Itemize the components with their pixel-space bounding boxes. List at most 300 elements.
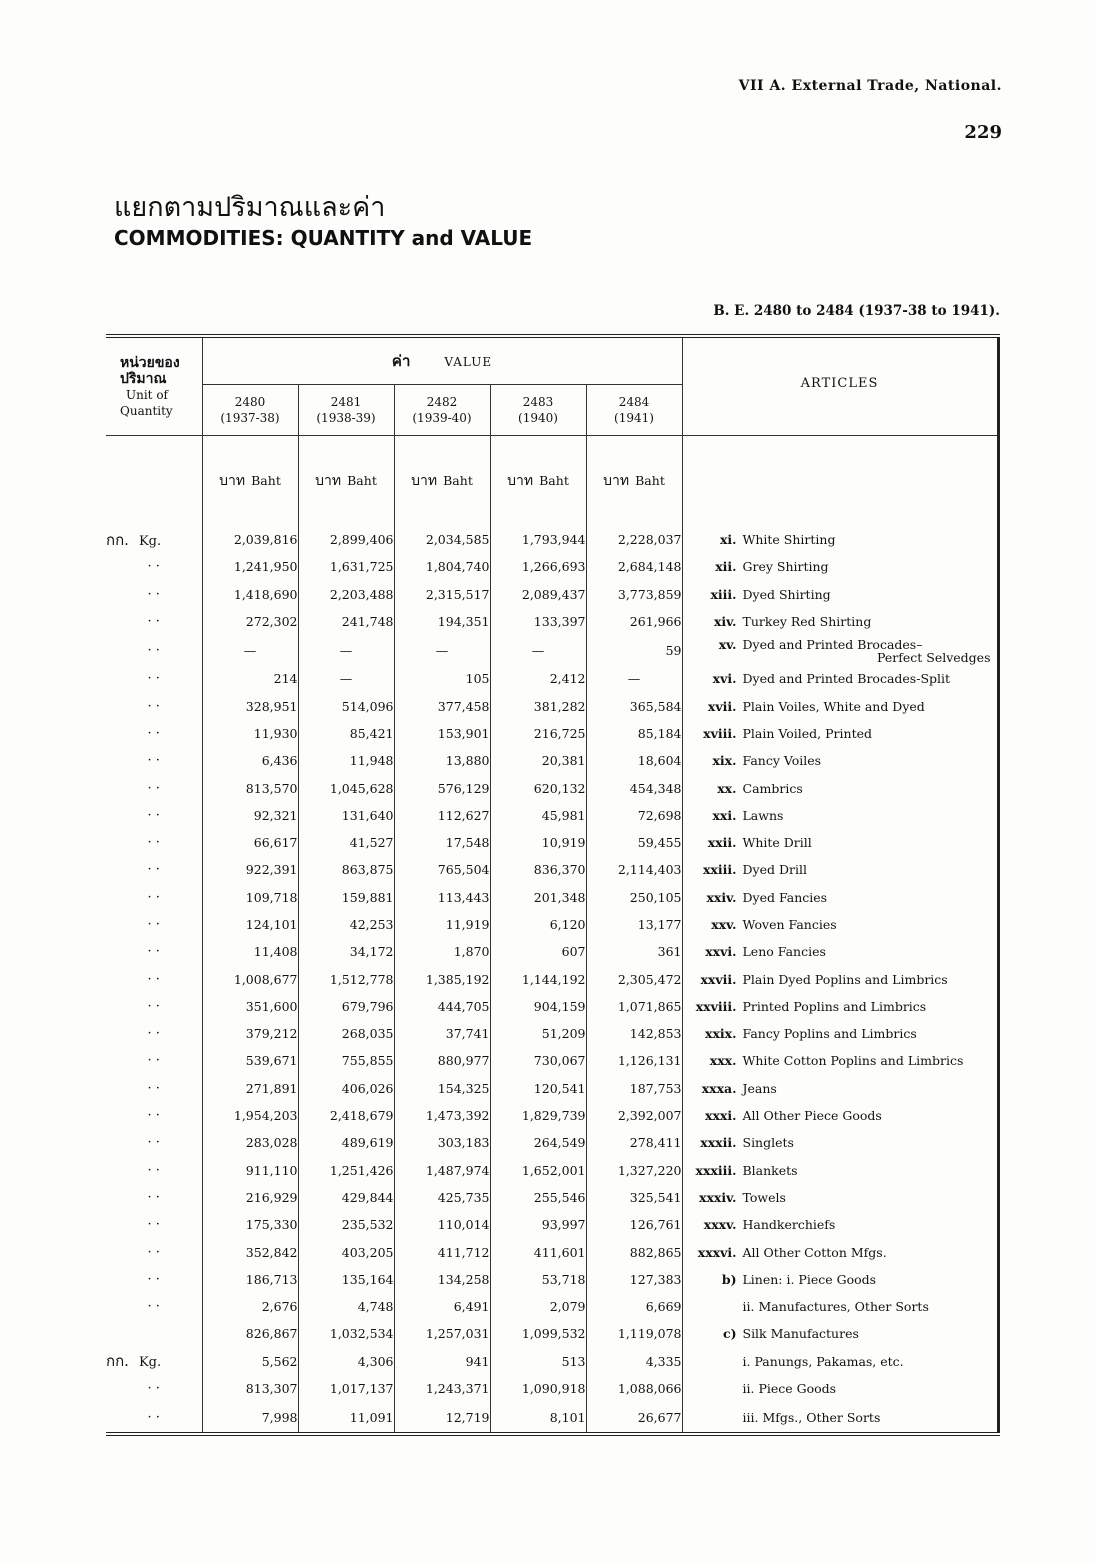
- article-cell: [682, 1075, 998, 1102]
- value-cell-2484: 2,114,403: [586, 856, 682, 883]
- article-cell: [682, 1320, 998, 1347]
- value-cell-2481: 41,527: [298, 829, 394, 856]
- article-number: xxxi.: [705, 1108, 737, 1124]
- article-name: ii. Piece Goods: [742, 1381, 837, 1397]
- article-name: Lawns: [742, 807, 784, 823]
- article-number: xxx.: [709, 1053, 737, 1069]
- value-cell-2483: 133,397: [490, 608, 586, 635]
- unit-cell: [106, 911, 202, 938]
- value-cell-2480: 351,600: [202, 993, 298, 1020]
- table-row: [106, 774, 998, 801]
- unit-en: · ·: [147, 944, 160, 960]
- article-name: ii. Manufactures, Other Sorts: [742, 1299, 929, 1315]
- unit-cell: [106, 1020, 202, 1047]
- value-cell-2482: 112,627: [394, 802, 490, 829]
- table-row: [106, 1348, 998, 1375]
- value-header-thai: ค่า: [391, 351, 411, 370]
- unit-en: · ·: [147, 807, 160, 823]
- unit-cell: [106, 938, 202, 965]
- unit-cell: [106, 1375, 202, 1402]
- value-cell-2481: 131,640: [298, 802, 394, 829]
- value-cell-2483: 513: [490, 1348, 586, 1375]
- year-ce: (1937-38): [220, 411, 280, 425]
- article-cell: [682, 993, 998, 1020]
- table-row: [106, 1402, 998, 1434]
- article-cell: [682, 635, 998, 665]
- unit-cell: [106, 608, 202, 635]
- value-cell-2482: 194,351: [394, 608, 490, 635]
- unit-en: · ·: [147, 1026, 160, 1042]
- value-cell-2481: 679,796: [298, 993, 394, 1020]
- value-cell-2484: 4,335: [586, 1348, 682, 1375]
- article-name: Blankets: [742, 1162, 798, 1178]
- value-cell-2481: 2,899,406: [298, 526, 394, 553]
- article-number: xxxv.: [703, 1217, 737, 1233]
- value-cell-2483: 8,101: [490, 1402, 586, 1434]
- article-name: Printed Poplins and Limbrics: [742, 998, 927, 1014]
- article-cell: [682, 665, 998, 692]
- year-header-2481: [298, 385, 394, 436]
- article-number: xxxii.: [700, 1135, 737, 1151]
- currency-label: [490, 436, 586, 527]
- unit-en: · ·: [147, 698, 160, 714]
- article-name: Plain Dyed Poplins and Limbrics: [742, 971, 948, 987]
- value-cell-2483: 2,079: [490, 1293, 586, 1320]
- value-cell-2481: 34,172: [298, 938, 394, 965]
- value-cell-2480: 92,321: [202, 802, 298, 829]
- unit-en: · ·: [147, 753, 160, 769]
- article-name: Fancy Poplins and Limbrics: [742, 1026, 917, 1042]
- unit-header-en-1: Unit of: [126, 387, 168, 402]
- currency-label: [298, 436, 394, 527]
- table-row: [106, 1211, 998, 1238]
- baht-row-unit-blank: [106, 436, 202, 527]
- article-name: Plain Voiles, White and Dyed: [742, 698, 925, 714]
- unit-en: · ·: [147, 1381, 160, 1397]
- article-cell: [682, 774, 998, 801]
- value-cell-2481: 1,512,778: [298, 965, 394, 992]
- article-number: xxvii.: [700, 971, 737, 987]
- article-number: xv.: [718, 636, 737, 652]
- article-number: xxxiv.: [699, 1189, 737, 1205]
- value-cell-2484: 1,327,220: [586, 1157, 682, 1184]
- value-cell-2482: 765,504: [394, 856, 490, 883]
- unit-en: · ·: [147, 1217, 160, 1233]
- unit-en: Kg.: [138, 533, 162, 549]
- value-cell-2481: —: [298, 665, 394, 692]
- value-cell-2483: 2,089,437: [490, 581, 586, 608]
- value-cell-2480: 2,676: [202, 1293, 298, 1320]
- table-row: [106, 692, 998, 719]
- table-row: [106, 665, 998, 692]
- currency-thai: บาท: [315, 473, 342, 489]
- article-number: xiii.: [710, 586, 737, 602]
- value-cell-2482: 154,325: [394, 1075, 490, 1102]
- value-cell-2484: 1,119,078: [586, 1320, 682, 1347]
- baht-row-articles-blank: [682, 436, 998, 527]
- unit-cell: [106, 1293, 202, 1320]
- unit-cell: [106, 692, 202, 719]
- currency-thai: บาท: [603, 473, 630, 489]
- value-cell-2484: 454,348: [586, 774, 682, 801]
- value-cell-2483: 10,919: [490, 829, 586, 856]
- table-row: [106, 1266, 998, 1293]
- value-cell-2481: 406,026: [298, 1075, 394, 1102]
- value-cell-2480: 271,891: [202, 1075, 298, 1102]
- value-cell-2480: 539,671: [202, 1047, 298, 1074]
- article-cell: [682, 856, 998, 883]
- value-header-en: VALUE: [444, 354, 493, 369]
- table-row: [106, 747, 998, 774]
- article-cell: [682, 1211, 998, 1238]
- value-cell-2480: 5,562: [202, 1348, 298, 1375]
- value-cell-2482: 37,741: [394, 1020, 490, 1047]
- unit-cell: [106, 1238, 202, 1265]
- value-cell-2484: 3,773,859: [586, 581, 682, 608]
- value-cell-2482: 425,735: [394, 1184, 490, 1211]
- article-name: Jeans: [742, 1080, 777, 1096]
- value-cell-2484: 127,383: [586, 1266, 682, 1293]
- value-cell-2481: 1,251,426: [298, 1157, 394, 1184]
- value-cell-2480: 2,039,816: [202, 526, 298, 553]
- article-name: Plain Voiled, Printed: [742, 725, 872, 741]
- article-cell: [682, 1402, 998, 1434]
- article-number: xiv.: [713, 614, 737, 630]
- unit-en: · ·: [147, 1299, 160, 1315]
- value-cell-2482: 1,257,031: [394, 1320, 490, 1347]
- unit-en: · ·: [147, 1189, 160, 1205]
- article-name: All Other Cotton Mfgs.: [742, 1244, 887, 1260]
- value-cell-2483: 120,541: [490, 1075, 586, 1102]
- unit-en: · ·: [147, 586, 160, 602]
- unit-cell: [106, 829, 202, 856]
- unit-en: · ·: [147, 559, 160, 575]
- value-cell-2482: 377,458: [394, 692, 490, 719]
- value-cell-2482: 110,014: [394, 1211, 490, 1238]
- table-row: [106, 993, 998, 1020]
- article-number: xxii.: [707, 835, 737, 851]
- article-number: b): [721, 1271, 737, 1287]
- value-cell-2481: —: [298, 635, 394, 665]
- value-cell-2480: 66,617: [202, 829, 298, 856]
- value-cell-2484: 85,184: [586, 720, 682, 747]
- value-cell-2483: 201,348: [490, 884, 586, 911]
- value-cell-2481: 11,948: [298, 747, 394, 774]
- year-header-2480: [202, 385, 298, 436]
- article-cell: [682, 526, 998, 553]
- value-cell-2484: —: [586, 665, 682, 692]
- article-name: Dyed Shirting: [742, 586, 831, 602]
- value-cell-2480: 922,391: [202, 856, 298, 883]
- value-cell-2484: 6,669: [586, 1293, 682, 1320]
- value-cell-2483: 1,793,944: [490, 526, 586, 553]
- article-name: i. Panungs, Pakamas, etc.: [742, 1353, 904, 1369]
- value-cell-2484: 26,677: [586, 1402, 682, 1434]
- value-cell-2482: 105: [394, 665, 490, 692]
- value-cell-2481: 135,164: [298, 1266, 394, 1293]
- article-name: Linen: i. Piece Goods: [742, 1271, 877, 1287]
- table-row: [106, 1184, 998, 1211]
- value-cell-2484: 1,088,066: [586, 1375, 682, 1402]
- value-cell-2483: 620,132: [490, 774, 586, 801]
- article-cell: [682, 581, 998, 608]
- table-row: [106, 1238, 998, 1265]
- unit-header-en-2: Quantity: [120, 403, 173, 418]
- table-row: [106, 608, 998, 635]
- value-cell-2482: 576,129: [394, 774, 490, 801]
- unit-header-thai-2: ปริมาณ: [120, 370, 167, 387]
- value-cell-2480: 813,307: [202, 1375, 298, 1402]
- year-ce: (1941): [614, 411, 654, 425]
- value-cell-2484: 2,305,472: [586, 965, 682, 992]
- unit-cell: [106, 1211, 202, 1238]
- value-cell-2482: 1,804,740: [394, 553, 490, 580]
- article-name: Towels: [742, 1189, 786, 1205]
- value-cell-2483: 381,282: [490, 692, 586, 719]
- value-cell-2482: 880,977: [394, 1047, 490, 1074]
- currency-label: [394, 436, 490, 527]
- unit-cell: [106, 1402, 202, 1434]
- currency-en: Baht: [635, 473, 665, 488]
- value-cell-2483: 1,652,001: [490, 1157, 586, 1184]
- table-row: [106, 938, 998, 965]
- value-cell-2481: 1,032,534: [298, 1320, 394, 1347]
- table-row: [106, 1047, 998, 1074]
- value-cell-2480: 1,418,690: [202, 581, 298, 608]
- commodities-table: [106, 334, 1000, 1436]
- value-cell-2484: 361: [586, 938, 682, 965]
- article-cell: [682, 1157, 998, 1184]
- currency-en: Baht: [443, 473, 473, 488]
- value-cell-2483: 20,381: [490, 747, 586, 774]
- value-cell-2480: 175,330: [202, 1211, 298, 1238]
- article-number: xxix.: [705, 1026, 737, 1042]
- value-cell-2482: 1,243,371: [394, 1375, 490, 1402]
- article-name: Fancy Voiles: [742, 753, 822, 769]
- unit-cell: [106, 1075, 202, 1102]
- unit-en: · ·: [147, 1135, 160, 1151]
- article-number: xx.: [717, 780, 737, 796]
- currency-thai: บาท: [507, 473, 534, 489]
- value-cell-2483: 93,997: [490, 1211, 586, 1238]
- table-row: [106, 1020, 998, 1047]
- unit-en: · ·: [147, 642, 160, 658]
- value-cell-2482: 1,473,392: [394, 1102, 490, 1129]
- unit-en: · ·: [147, 725, 160, 741]
- article-name: Dyed and Printed Brocades–: [742, 636, 923, 652]
- article-number: xviii.: [703, 725, 737, 741]
- value-cell-2483: 730,067: [490, 1047, 586, 1074]
- year-header-2483: [490, 385, 586, 436]
- table-row: [106, 1157, 998, 1184]
- value-cell-2482: 411,712: [394, 1238, 490, 1265]
- value-cell-2481: 159,881: [298, 884, 394, 911]
- value-cell-2483: —: [490, 635, 586, 665]
- article-name: All Other Piece Goods: [742, 1108, 882, 1124]
- value-cell-2483: 45,981: [490, 802, 586, 829]
- unit-en: · ·: [147, 862, 160, 878]
- article-number: xxviii.: [695, 998, 737, 1014]
- value-cell-2482: 1,487,974: [394, 1157, 490, 1184]
- unit-cell: [106, 856, 202, 883]
- unit-thai: กก.: [106, 1352, 129, 1371]
- value-cell-2480: 1,241,950: [202, 553, 298, 580]
- currency-thai: บาท: [219, 473, 246, 489]
- article-number: xxiii.: [702, 862, 737, 878]
- unit-en: · ·: [147, 998, 160, 1014]
- table-row: [106, 553, 998, 580]
- table-row: [106, 720, 998, 747]
- unit-en: · ·: [147, 671, 160, 687]
- unit-en: · ·: [147, 835, 160, 851]
- article-name: Dyed Drill: [742, 862, 807, 878]
- currency-thai: บาท: [411, 473, 438, 489]
- article-number: c): [722, 1326, 737, 1342]
- article-cell: [682, 938, 998, 965]
- article-cell: [682, 1266, 998, 1293]
- value-cell-2482: 17,548: [394, 829, 490, 856]
- unit-en: · ·: [147, 917, 160, 932]
- article-cell: [682, 1184, 998, 1211]
- article-name: White Cotton Poplins and Limbrics: [742, 1053, 964, 1069]
- value-cell-2483: 411,601: [490, 1238, 586, 1265]
- table-row: [106, 829, 998, 856]
- value-cell-2484: 59: [586, 635, 682, 665]
- value-cell-2481: 863,875: [298, 856, 394, 883]
- article-cell: [682, 1238, 998, 1265]
- unit-en: · ·: [147, 1409, 160, 1425]
- unit-en: · ·: [147, 780, 160, 796]
- value-cell-2483: 255,546: [490, 1184, 586, 1211]
- value-cell-2481: 2,203,488: [298, 581, 394, 608]
- year-header-2482: [394, 385, 490, 436]
- article-number: xi.: [719, 532, 737, 548]
- unit-header: [106, 336, 202, 436]
- value-cell-2480: 11,930: [202, 720, 298, 747]
- value-cell-2482: 113,443: [394, 884, 490, 911]
- value-cell-2480: 214: [202, 665, 298, 692]
- value-cell-2483: 904,159: [490, 993, 586, 1020]
- article-cell: [682, 1375, 998, 1402]
- value-cell-2480: 109,718: [202, 884, 298, 911]
- year-be: 2480: [234, 395, 266, 409]
- period-label: B. E. 2480 to 2484 (1937-38 to 1941).: [713, 303, 1000, 319]
- value-cell-2482: 11,919: [394, 911, 490, 938]
- articles-header: ARTICLES: [682, 336, 998, 436]
- unit-en: Kg.: [138, 1355, 162, 1371]
- year-header-2484: [586, 385, 682, 436]
- value-cell-2480: 1,954,203: [202, 1102, 298, 1129]
- value-cell-2484: 250,105: [586, 884, 682, 911]
- currency-en: Baht: [347, 473, 377, 488]
- unit-cell: [106, 1047, 202, 1074]
- table-row: [106, 1320, 998, 1347]
- article-cell: [682, 965, 998, 992]
- unit-en: · ·: [147, 1244, 160, 1260]
- unit-en: · ·: [147, 971, 160, 987]
- unit-cell: [106, 635, 202, 665]
- value-cell-2484: 187,753: [586, 1075, 682, 1102]
- value-cell-2481: 11,091: [298, 1402, 394, 1434]
- year-ce: (1940): [518, 411, 558, 425]
- table-row: [106, 1075, 998, 1102]
- value-cell-2481: 42,253: [298, 911, 394, 938]
- currency-label: [202, 436, 298, 527]
- unit-cell: [106, 1320, 202, 1347]
- value-cell-2483: 2,412: [490, 665, 586, 692]
- value-cell-2483: 607: [490, 938, 586, 965]
- article-name: Cambrics: [742, 780, 803, 796]
- value-cell-2482: —: [394, 635, 490, 665]
- unit-cell: [106, 526, 202, 553]
- article-number: xix.: [712, 753, 737, 769]
- table-row: [106, 1102, 998, 1129]
- value-cell-2483: 6,120: [490, 911, 586, 938]
- article-cell: [682, 1293, 998, 1320]
- article-name: Dyed and Printed Brocades-Split: [742, 671, 951, 687]
- unit-cell: [106, 1102, 202, 1129]
- value-cell-2481: 755,855: [298, 1047, 394, 1074]
- article-cell: [682, 1102, 998, 1129]
- value-cell-2482: 2,315,517: [394, 581, 490, 608]
- table-row: [106, 635, 998, 665]
- unit-cell: [106, 1184, 202, 1211]
- value-cell-2480: 272,302: [202, 608, 298, 635]
- value-cell-2480: 186,713: [202, 1266, 298, 1293]
- unit-cell: [106, 1157, 202, 1184]
- english-title: COMMODITIES: QUANTITY and VALUE: [114, 226, 533, 250]
- value-cell-2483: 836,370: [490, 856, 586, 883]
- article-name: Woven Fancies: [742, 917, 837, 932]
- unit-en: · ·: [147, 614, 160, 630]
- year-be: 2483: [522, 395, 554, 409]
- value-cell-2481: 235,532: [298, 1211, 394, 1238]
- value-cell-2484: 2,684,148: [586, 553, 682, 580]
- value-cell-2484: 72,698: [586, 802, 682, 829]
- value-cell-2482: 1,385,192: [394, 965, 490, 992]
- year-be: 2484: [618, 395, 650, 409]
- page-number: 229: [964, 122, 1002, 143]
- unit-cell: [106, 965, 202, 992]
- value-cell-2481: 1,045,628: [298, 774, 394, 801]
- article-number: xxxa.: [701, 1080, 737, 1096]
- article-number: xxxvi.: [697, 1244, 737, 1260]
- value-cell-2483: 1,144,192: [490, 965, 586, 992]
- year-be: 2482: [426, 395, 458, 409]
- value-cell-2484: 142,853: [586, 1020, 682, 1047]
- value-cell-2484: 2,228,037: [586, 526, 682, 553]
- value-cell-2482: 941: [394, 1348, 490, 1375]
- article-number: xxvi.: [705, 944, 737, 960]
- value-cell-2480: 216,929: [202, 1184, 298, 1211]
- table-row: [106, 965, 998, 992]
- unit-cell: [106, 747, 202, 774]
- article-number: xxiv.: [706, 889, 737, 905]
- value-cell-2483: 1,829,739: [490, 1102, 586, 1129]
- table-row: [106, 581, 998, 608]
- unit-cell: [106, 1129, 202, 1156]
- article-cell: [682, 829, 998, 856]
- value-cell-2484: 13,177: [586, 911, 682, 938]
- value-cell-2482: 13,880: [394, 747, 490, 774]
- currency-label: [586, 436, 682, 527]
- value-cell-2482: 153,901: [394, 720, 490, 747]
- unit-header-thai-1: หน่วยของ: [120, 354, 180, 371]
- unit-en: · ·: [147, 1162, 160, 1178]
- article-number: xxi.: [712, 807, 737, 823]
- value-cell-2480: 283,028: [202, 1129, 298, 1156]
- value-cell-2484: 1,126,131: [586, 1047, 682, 1074]
